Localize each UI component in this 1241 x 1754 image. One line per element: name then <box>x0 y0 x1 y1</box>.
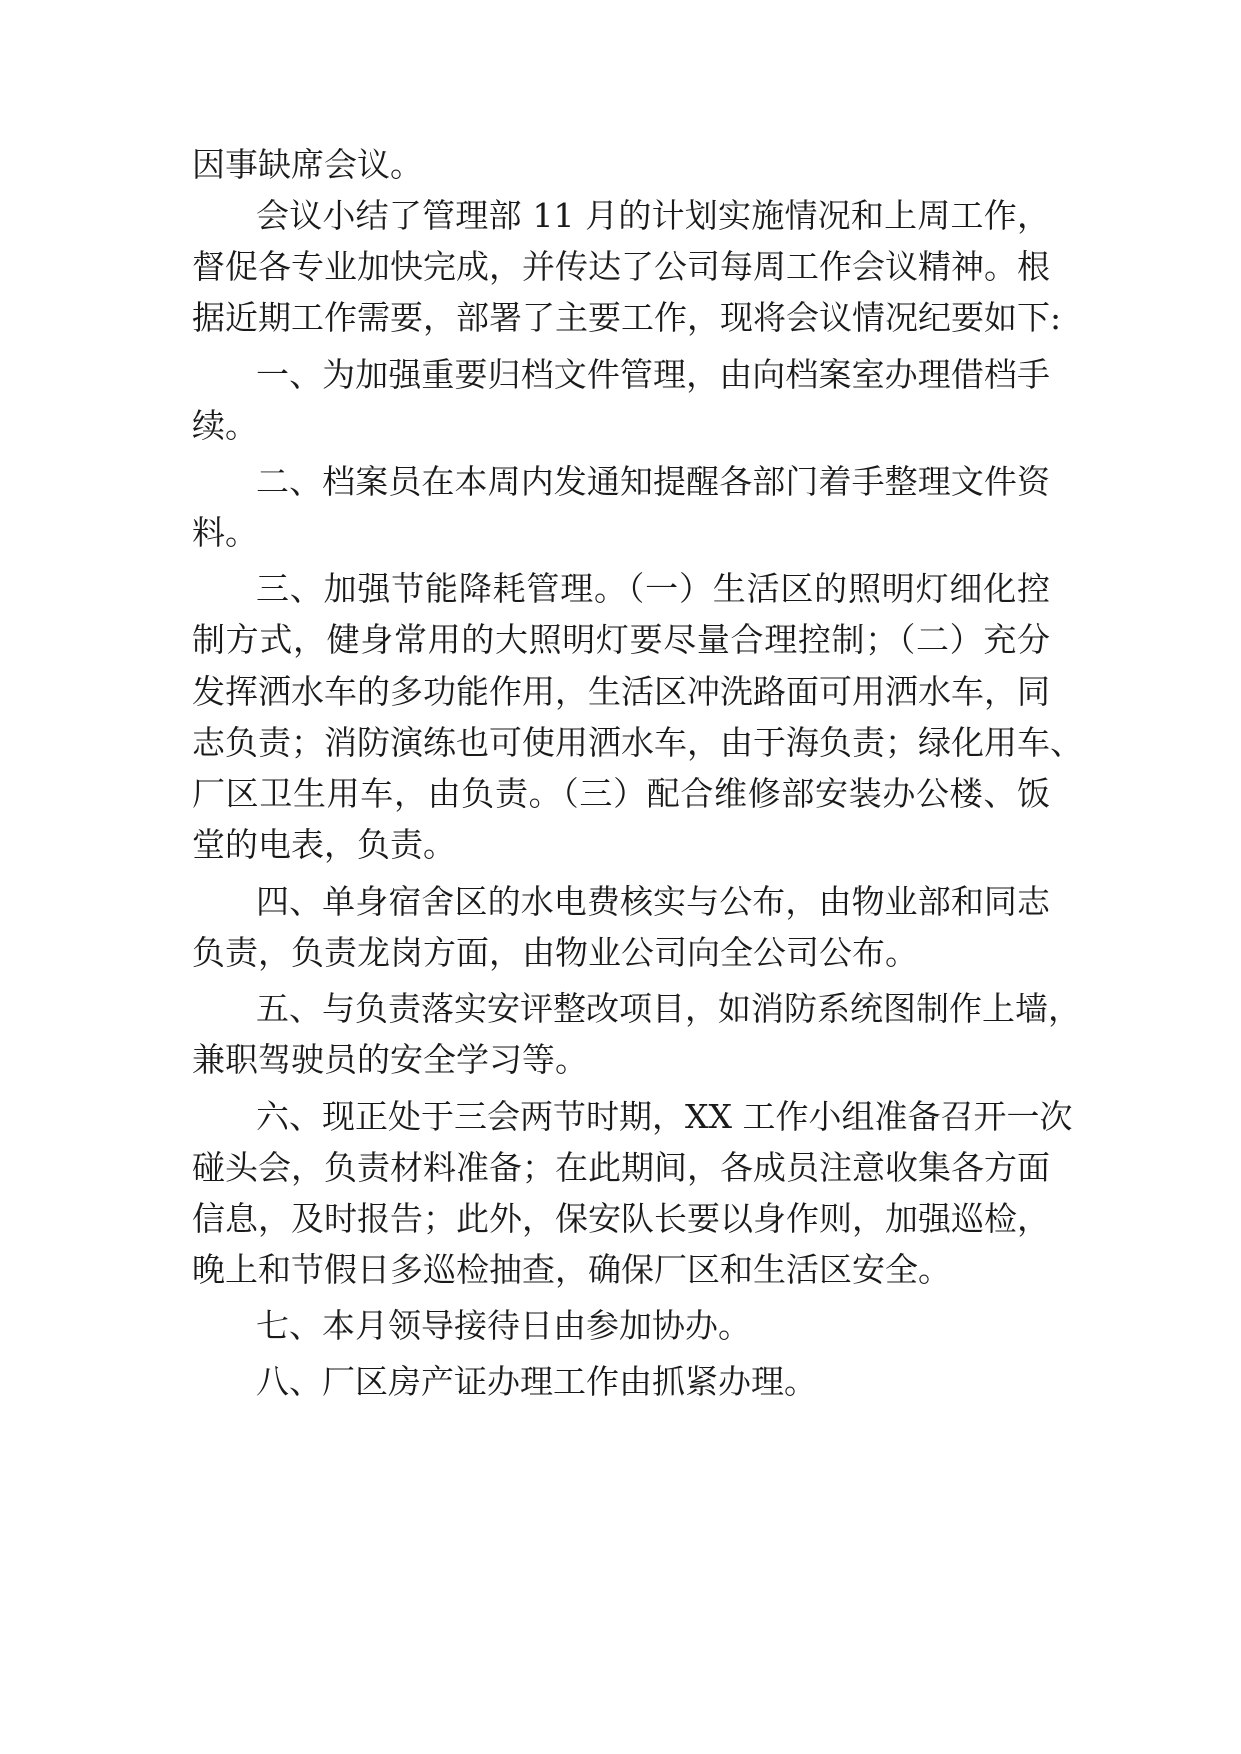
line-text: 续。 <box>192 406 258 445</box>
text-line <box>0 1240 1241 1300</box>
line-text: 制方式，健身常用的大照明灯要尽量合理控制；（二）充分 <box>192 620 1050 659</box>
line-text: 信息，及时报告；此外，保安队长要以身作则，加强巡检， <box>192 1199 1050 1238</box>
line-text: 六、现正处于三会两节时期，XX 工作小组准备召开一次 <box>256 1097 1073 1136</box>
line-text: 二、档案员在本周内发通知提醒各部门着手整理文件资 <box>256 462 1050 501</box>
line-text: 五、与负责落实安评整改项目，如消防系统图制作上墙， <box>256 989 1081 1028</box>
text-line <box>0 610 1241 670</box>
text-line <box>0 288 1241 348</box>
line-text: 志负责；消防演练也可使用洒水车，由于海负责；绿化用车、 <box>192 723 1083 762</box>
line-text: 晚上和节假日多巡检抽查，确保厂区和生活区安全。 <box>192 1250 951 1289</box>
line-text: 督促各专业加快完成，并传达了公司每周工作会议精神。根 <box>192 247 1050 286</box>
text-line <box>0 1296 1241 1356</box>
text-line <box>0 503 1241 563</box>
line-text: 碰头会，负责材料准备；在此期间，各成员注意收集各方面 <box>192 1148 1050 1187</box>
text-line <box>0 923 1241 983</box>
line-text: 会议小结了管理部 11 月的计划实施情况和上周工作， <box>256 196 1050 235</box>
line-text: 八、厂区房产证办理工作由抓紧办理。 <box>256 1362 817 1401</box>
line-text: 三、加强节能降耗管理。（一）生活区的照明灯细化控 <box>256 569 1050 608</box>
text-line <box>0 1030 1241 1090</box>
line-text: 四、单身宿舍区的水电费核实与公布，由物业部和同志 <box>256 882 1050 921</box>
line-text: 发挥洒水车的多功能作用，生活区冲洗路面可用洒水车，同 <box>192 672 1050 711</box>
line-text: 堂的电表，负责。 <box>192 825 456 864</box>
line-text: 因事缺席会议。 <box>192 145 423 184</box>
line-text: 七、本月领导接待日由参加协办。 <box>256 1306 751 1345</box>
line-text: 据近期工作需要，部署了主要工作，现将会议情况纪要如下: <box>192 298 1062 337</box>
line-text: 料。 <box>192 513 258 552</box>
text-line <box>0 396 1241 456</box>
line-text: 负责，负责龙岗方面，由物业公司向全公司公布。 <box>192 933 918 972</box>
text-line <box>0 1352 1241 1412</box>
line-text: 一、为加强重要归档文件管理，由向档案室办理借档手 <box>256 355 1050 394</box>
text-line <box>0 815 1241 875</box>
line-text: 兼职驾驶员的安全学习等。 <box>192 1040 588 1079</box>
line-text: 厂区卫生用车，由负责。（三）配合维修部安装办公楼、饭 <box>192 774 1050 813</box>
